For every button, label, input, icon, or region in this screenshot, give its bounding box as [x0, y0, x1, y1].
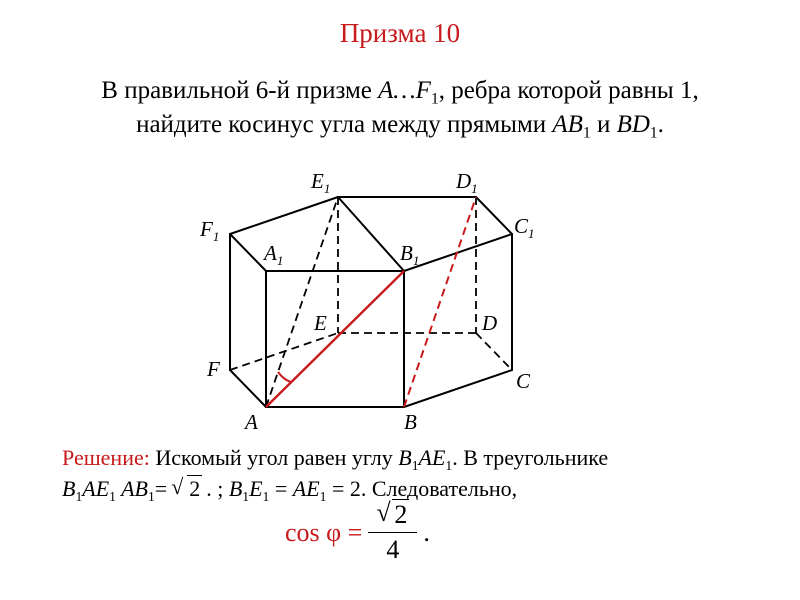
fraction-numerator: [368, 500, 417, 533]
subscript: 1: [411, 457, 419, 473]
line-bd1-hidden: [404, 197, 476, 407]
text: В правильной 6-й призме: [101, 77, 379, 104]
formula-lhs: cos φ =: [285, 517, 363, 547]
solution-text: [62, 442, 782, 504]
sqrt-value: 2: [394, 500, 408, 529]
text: =: [269, 476, 293, 501]
prism-name: A…F: [378, 77, 431, 104]
segment-e1-b1: [338, 197, 404, 271]
subscript: 1: [75, 488, 83, 504]
edge-d1-c1: [476, 197, 512, 234]
line-bd1: BD: [616, 111, 650, 138]
edge-d-c-hidden: [476, 333, 512, 370]
fraction: [368, 500, 417, 565]
subscript: 1: [109, 488, 116, 504]
subscript: 1: [582, 124, 591, 142]
sqrt-2: [376, 500, 409, 530]
segment-a-e1-hidden: [266, 197, 338, 407]
label-c: C: [516, 369, 531, 393]
text: =: [154, 476, 168, 501]
sqrt-2: [171, 473, 202, 504]
var: B: [398, 445, 412, 470]
sqrt-sign: √: [171, 474, 184, 499]
slide-title: Призма 10: [339, 18, 461, 48]
var: AB: [115, 476, 148, 501]
line-ab1: [266, 271, 404, 407]
text: . В треугольнике: [452, 445, 609, 470]
fraction-denominator: 4: [386, 535, 400, 564]
solution-label: Решение:: [62, 445, 150, 470]
subscript: 1: [445, 457, 453, 473]
sqrt-value: 2: [189, 476, 201, 501]
text: , ребра которой равны 1,: [438, 77, 699, 104]
edge-f-a: [230, 370, 266, 407]
text: Искомый угол равен углу: [149, 445, 399, 470]
label-b1: $B_1$: [400, 241, 420, 268]
angle-arc: [278, 372, 291, 382]
var: AE: [82, 476, 110, 501]
var: E: [249, 476, 263, 501]
subscript: 1: [430, 90, 439, 108]
label-f: F: [207, 357, 220, 381]
edge-a1-f1: [230, 234, 266, 271]
subscript: 1: [242, 488, 250, 504]
label-d1: $D_1$: [456, 169, 478, 196]
label-f1: $F_1$: [200, 217, 220, 244]
text: и: [590, 111, 617, 138]
label-a1: $A_1$: [264, 241, 284, 268]
subscript: 1: [262, 488, 270, 504]
var: B: [62, 476, 76, 501]
label-c1: $C_1$: [514, 214, 535, 241]
label-e: E: [314, 311, 327, 335]
text: найдите косинус угла между прямыми: [136, 111, 553, 138]
subscript: 1: [147, 488, 155, 504]
label-e1: $E_1$: [311, 169, 331, 196]
label-b: B: [404, 410, 417, 434]
text: .: [423, 517, 430, 547]
subscript: 1: [649, 124, 658, 142]
line-ab1: AB: [552, 111, 583, 138]
var: AE: [292, 476, 320, 501]
label-d: D: [482, 311, 498, 335]
subscript: 1: [319, 488, 327, 504]
label-a: A: [245, 410, 258, 434]
text: = 2. Следовательно,: [326, 476, 518, 501]
text: ;: [211, 476, 229, 501]
edge-b-c: [404, 370, 512, 407]
text: .: [206, 476, 212, 501]
var: B: [228, 476, 243, 501]
edge-f1-e1: [230, 197, 338, 234]
sqrt-sign: √: [376, 498, 391, 527]
cosine-formula: [285, 500, 430, 565]
text: .: [657, 111, 664, 138]
var: AE: [418, 445, 446, 470]
